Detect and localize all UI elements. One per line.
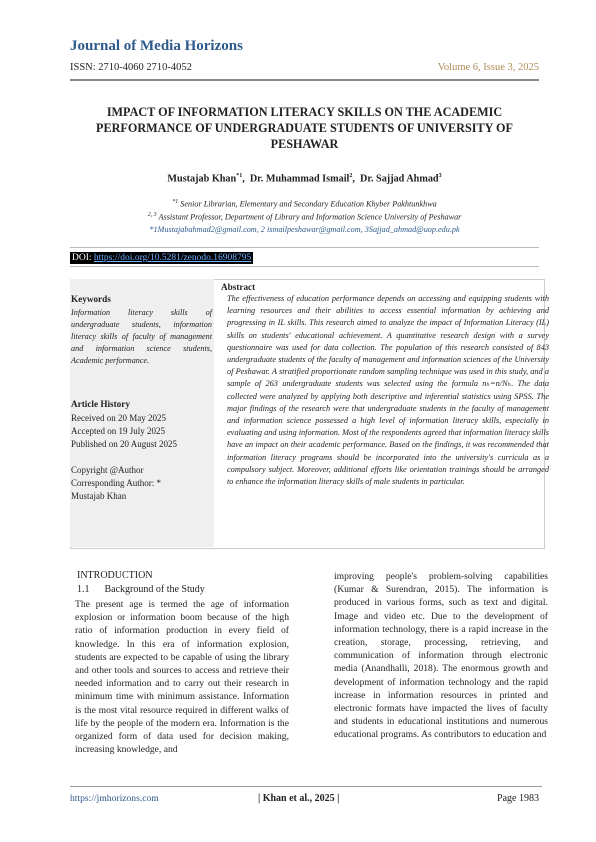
body-left-column: The present age is termed the age of information explosion or information boom because of the high ratio of information production in every field of knowledge. In this era of information explosion, students are expected to be capable of using the library and other tools and sources to access and retrieve their needed information and to carry out their research in minimum time with minimum assistance. Information is the most vital resource required in different walks of life by the people of the modern era. Information is the organized form of data used for decision making, increasing knowledge, and [75,599,289,756]
accepted-date: Accepted on 19 July 2025 [71,426,165,436]
author-2: Dr. Muhammad Ismail [249,173,350,185]
volume-issue: Volume 6, Issue 3, 2025 [437,62,539,73]
paper-title: IMPACT OF INFORMATION LITERACY SKILLS ON THE ACADEMIC PERFORMANCE OF UNDERGRADUATE STUDENTS OF UNIVERSITY OF PESHAWAR [96,105,513,151]
author-1: Mustajab Khan [167,173,237,185]
footer-rule [70,786,542,787]
affiliation-2: $^{2, 3}$ Assistant Professor, Department of Library and Information Science University of Peshawar [147,212,462,222]
footer-url[interactable]: https://jmhorizons.com [70,793,159,804]
journal-name: Journal of Media Horizons [70,38,243,54]
abstract-heading: Abstract [221,282,256,292]
doi-link[interactable]: https://doi.org/10.5281/zenodo.16908795 [93,253,252,263]
abstract-text: The effectiveness of education performance depends on accessing and equipping students with learning resources and their abilities to access essential information by achieving and progressing in IL skills. This research aimed to analyze the impact of Information Literacy (IL) skills on students' educational achievement. A quantitative research design with a survey questionnaire was used for data collection. The population of this research consisted of 843 undergraduate students of the faculty of management and information sciences of the University of Peshawar. A stratified proportionate random sampling technique was used in this study, and a sample of 263 undergraduate students was selected using the formula nₕ=n/Nₕ. The data collected were analyzed by applying both descriptive and inferential statistics using SPSS. The major findings of the research were that undergraduate students in the faculty of management and information science possessed a high level of information literacy skills, especially in evaluating and using information. Most of the respondents agreed that information literacy skills have an impact on their academic performance. Based on the findings, it was recommended that information literacy programs should be incorporated into the university's curricula as a compulsory subject. Moreover, additional efforts like orientation trainings should be arranged to enhance the information literacy skills of male students in particular. [227,294,549,487]
author-list: Mustajab Khan$^{*1}$, Dr. Muhammad Ismail$^2$, Dr. Sajjad Ahmad$^3$ [167,173,442,185]
doi-label: DOI: [72,253,92,263]
section-1-1-heading: 1.1 Background of the Study [77,584,205,595]
corresponding-author-label: Corresponding Author: * [71,478,161,488]
introduction-heading: INTRODUCTION [77,570,153,581]
keywords-text: Information literacy skills of undergraduate students, information literacy skills of faculty of management and information science students, Academic performance. [71,308,212,365]
footer-citation: | Khan et al., 2025 | [258,793,340,804]
author-3: Dr. Sajjad Ahmad [360,173,439,185]
doi-rule-bottom [70,266,539,267]
body-right-column: improving people's problem-solving capabilities (Kumar & Surendran, 2015). The information is produced in various forms, such as text and digital. Image and video etc. Due to the development of information technology, there is a rapid increase in the creation, storage, processing, retrieving, and communication of information through electronic media (Anandhalli, 2018). The enormous growth and development of information technology and the rapid increase in information resources in printed and electronic formats have impacted the lives of faculty and students in educational institutions and numerous educational programs. As contributors to education and [334,571,548,741]
doi-rule [70,247,539,248]
keywords-heading: Keywords [71,294,111,304]
issn: ISSN: 2710-4060 2710-4052 [70,62,192,73]
published-date: Published on 20 August 2025 [71,439,178,449]
page-number: Page 1983 [497,793,539,804]
header-rule [70,79,539,81]
corresponding-author-name: Mustajab Khan [71,491,127,501]
doi-bar [70,252,253,264]
affiliation-1: $^{*1}$ Senior Librarian, Elementary and Secondary Education Khyber Pakhtunkhwa [172,199,437,209]
author-emails[interactable]: *1Mustajabahmad2@gmail.com, 2 ismailpeshawar@gmail.com, 3Sajjad_ahmad@uop.edu.pk [149,225,460,234]
received-date: Received on 20 May 2025 [71,413,166,423]
copyright: Copyright @Author [71,465,144,475]
article-history-heading: Article History [71,399,130,409]
